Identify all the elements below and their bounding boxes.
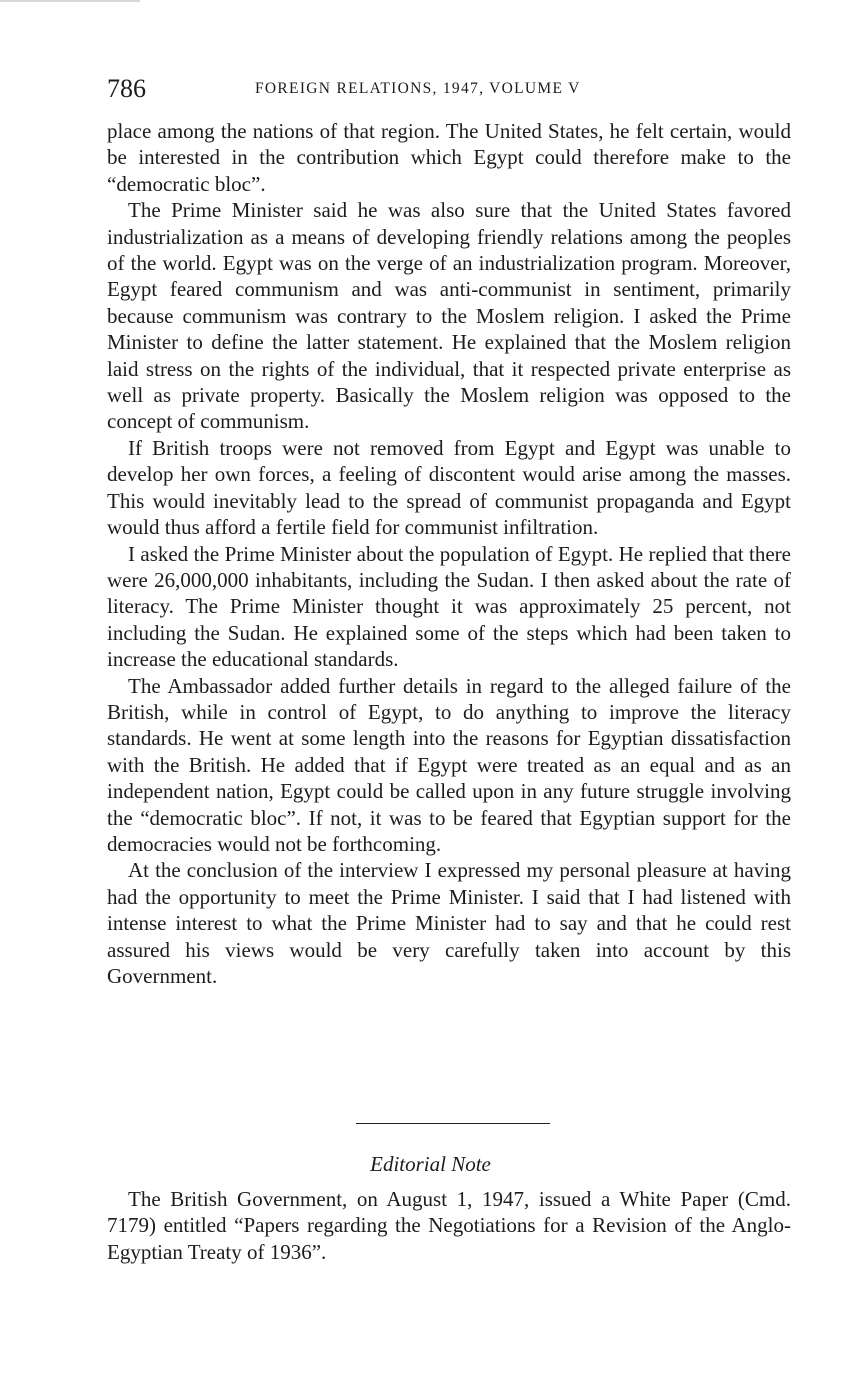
paragraph-continuation: place among the nations of that region. The United States, he felt certain, would be interested in the contribution which Egypt could therefore make to the “democratic bloc”. [107, 119, 791, 196]
body-text [107, 118, 791, 989]
editorial-note [107, 1186, 791, 1265]
paragraph-ambassador: The Ambassador added further details in regard to the alleged failure of the British, while in control of Egypt, to do anything to improve the literacy standards. He went at some length into the reasons for Egyptian dissatisfaction with the British. He added that if Egypt were treated as an equal and as an independent nation, Egypt could be called upon in any future struggle involving the “democratic bloc”. If not, it was to be feared that Egyptian support for the democracies would not be forthcoming. [107, 673, 791, 856]
page-number: 786 [107, 74, 146, 103]
paragraph-population: I asked the Prime Minister about the population of Egypt. He replied that there were 26,000,000 inhabitants, including the Sudan. I then asked about the rate of literacy. The Prime Minister thought it was approximately 25 percent, not including the Sudan. He explained some of the steps which had been taken to increase the educational standards. [107, 541, 791, 672]
editorial-note-heading: Editorial Note [370, 1152, 491, 1176]
paragraph-industrialization: The Prime Minister said he was also sure that the United States favored industrialization as a means of developing friendly relations among the peoples of the world. Egypt was on the verge of an industrialization program. Moreover, Egypt feared communism and was anti-communist in sentiment, primarily because communism was contrary to the Moslem religion. I asked the Prime Minister to define the latter statement. He explained that the Moslem religion laid stress on the rights of the individual, that it respected private enterprise as well as private property. Basically the Moslem religion was opposed to the concept of communism. [107, 198, 791, 434]
page-header [107, 74, 791, 108]
section-divider [356, 1123, 550, 1124]
scan-edge-mark [0, 0, 140, 2]
paragraph-british-troops: If British troops were not removed from Egypt and Egypt was unable to develop her own forces, a feeling of discontent would arise among the masses. This would inevitably lead to the spread of communist propaganda and Egypt would thus afford a fertile field for communist infiltration. [107, 435, 791, 540]
paragraph-conclusion: At the conclusion of the interview I expressed my personal pleasure at having had the opportunity to meet the Prime Minister. I said that I had listened with intense interest to what the Prime Minister had to say and that he could rest assured his views would be very carefully taken into account by this Government. [107, 858, 791, 988]
running-head: FOREIGN RELATIONS, 1947, VOLUME V [255, 80, 581, 97]
editorial-note-text: The British Government, on August 1, 1947, issued a White Paper (Cmd. 7179) entitled “Papers regarding the Negotiations for a Revision of the Anglo-Egyptian Treaty of 1936”. [107, 1187, 791, 1264]
